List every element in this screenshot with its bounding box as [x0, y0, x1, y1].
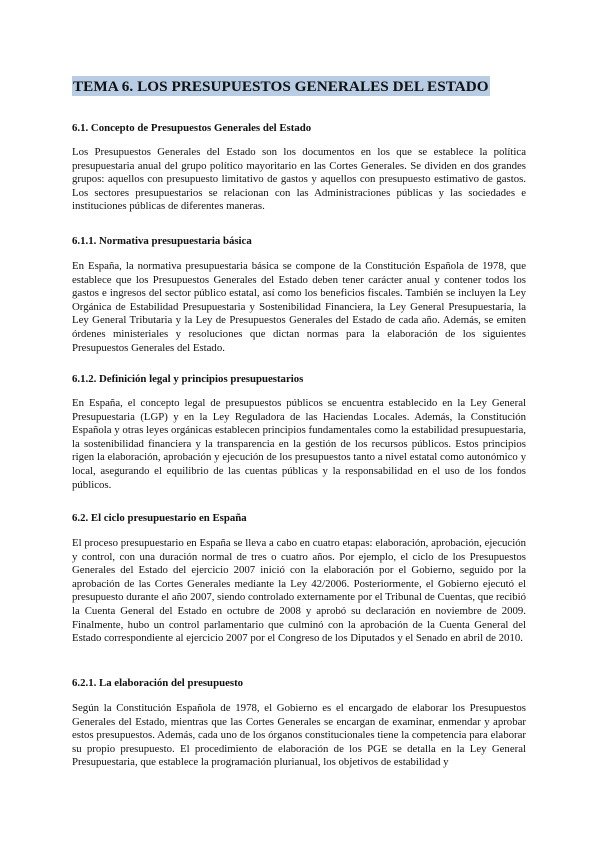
document-title: TEMA 6. LOS PRESUPUESTOS GENERALES DEL ESTADO	[73, 78, 489, 95]
section-body-6-1: Los Presupuestos Generales del Estado son los documentos en los que se establece la política presupuestaria anual del grupo político mayoritario en las Cortes Generales. Se dividen en dos grandes grupos: aquellos con presupuesto limitativo de gastos y aquellos con presupuesto estimativo de gastos. Los sectores presupuestarios se relacionan con las Administraciones públicas y las sociedades e instituciones públicas de diferentes maneras.	[72, 146, 526, 213]
section-heading-6-1-2: 6.1.2. Definición legal y principios presupuestarios	[72, 373, 304, 385]
section-heading-6-2-1: 6.2.1. La elaboración del presupuesto	[72, 677, 244, 689]
section-body-6-1-1: En España, la normativa presupuestaria básica se compone de la Constitución Española de 1978, que establece que los Presupuestos Generales del Estado deben tener carácter anual y contener todos los gastos e ingresos del sector público estatal, así como los beneficios fiscales. También se incluyen la Ley Orgánica de Estabilidad Presupuestaria y Sostenibilidad Financiera, la Ley General Presupuestaria, la Ley General Tributaria y la Ley de Presupuestos Generales del Estado de cada año. Además, se emiten órdenes ministeriales y resoluciones que dictan normas para la elaboración de los siguientes Presupuestos Generales del Estado.	[72, 260, 526, 354]
section-body-6-1-2: En España, el concepto legal de presupuestos públicos se encuentra establecido en la Ley General Presupuestaria (LGP) y en la Ley Reguladora de las Haciendas Locales. Además, la Constitución Española y otras leyes orgánicas establecen principios fundamentales como la estabilidad presupuestaria, la sostenibilidad financiera y la transparencia en la gestión de los recursos públicos. Estos principios rigen la elaboración, aprobación y ejecución de los presupuestos tanto a nivel estatal como autonómico y local, asegurando el equilibrio de las cuentas públicas y la responsabilidad en el uso de los fondos públicos.	[72, 397, 526, 491]
section-body-6-2: El proceso presupuestario en España se lleva a cabo en cuatro etapas: elaboración, aprobación, ejecución y control, con una duración normal de tres o cuatro años. Por ejemplo, el ciclo de los Presupuestos Generales del Estado del ejercicio 2007 inició con la elaboración por el Gobierno, seguido por la aprobación de las Cortes Generales mediante la Ley 42/2006. Posteriormente, el Gobierno ejecutó el presupuesto durante el año 2007, siendo controlado externamente por el Tribunal de Cuentas, que recibió la Cuenta General del Estado en octubre de 2008 y aprobó su declaración en noviembre de 2009. Finalmente, hubo un control parlamentario que culminó con la aprobación de la Cuenta General del Estado correspondiente al ejercicio 2007 por el Congreso de los Diputados y el Senado en abril de 2010.	[72, 537, 526, 645]
section-heading-6-1-1: 6.1.1. Normativa presupuestaria básica	[72, 235, 252, 247]
section-heading-6-1: 6.1. Concepto de Presupuestos Generales del Estado	[72, 122, 312, 134]
section-heading-6-2: 6.2. El ciclo presupuestario en España	[72, 512, 247, 524]
section-body-6-2-1: Según la Constitución Española de 1978, el Gobierno es el encargado de elaborar los Presupuestos Generales del Estado, mientras que las Cortes Generales se encargan de examinar, enmendar y aprobar estos presupuestos. Además, cada uno de los órganos constitucionales tiene la competencia para elaborar su propio presupuesto. El procedimiento de elaboración de los PGE se detalla en la Ley General Presupuestaria, que establece la programación plurianual, los objetivos de estabilidad y	[72, 702, 526, 769]
document-content	[72, 76, 526, 769]
